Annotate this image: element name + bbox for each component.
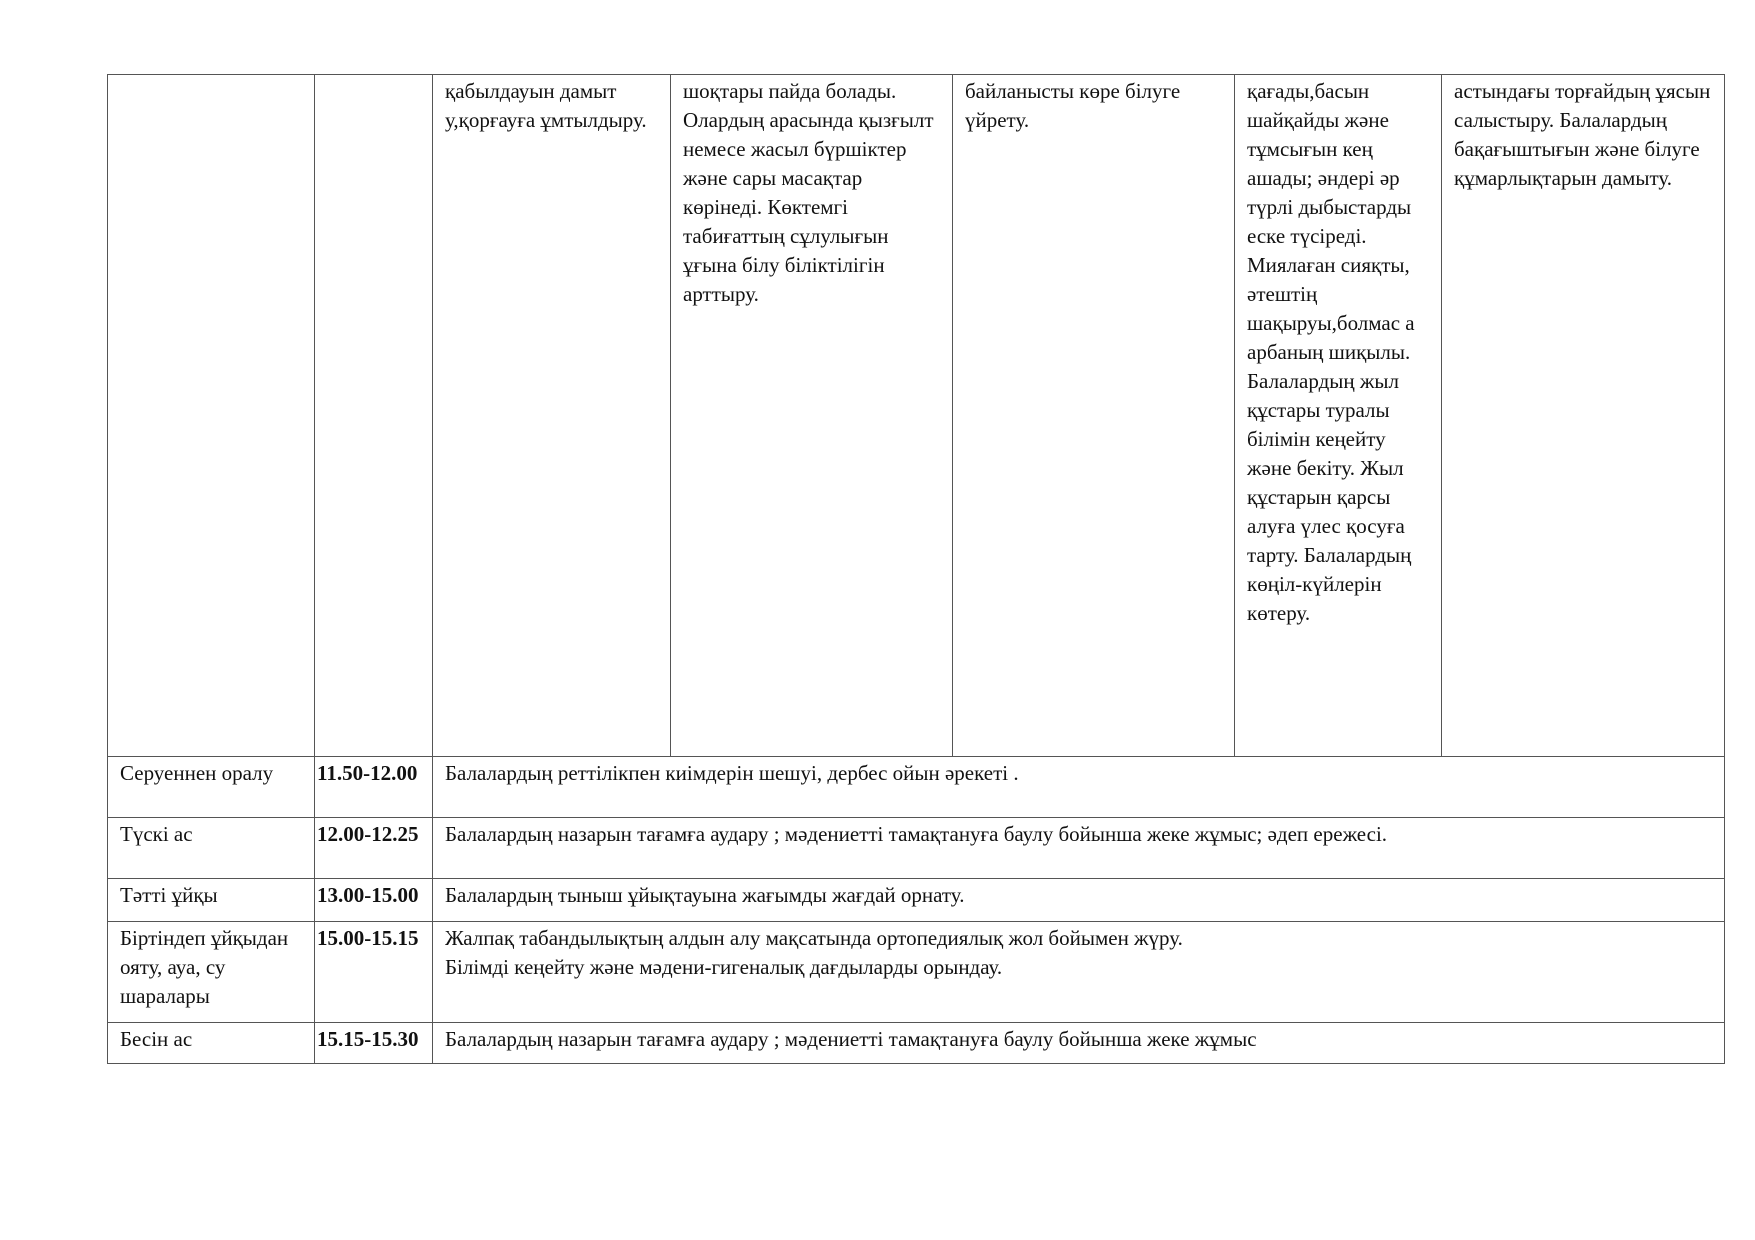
- description-line: Балалардың назарын тағамға аудару ; мәдениетті тамақтануға баулу бойынша жеке жұмыс; әдеп ережесі.: [445, 822, 1388, 846]
- activity-cell: Тәтті ұйқы: [108, 879, 315, 922]
- table-row: [108, 922, 1725, 1023]
- activity-cell: Серуеннен оралу: [108, 757, 315, 818]
- description-cell: [433, 879, 1725, 922]
- description-line: Балалардың реттілікпен киімдерін шешуі, дербес ойын әрекеті .: [445, 761, 1019, 785]
- time-cell: 11.50-12.00: [315, 757, 433, 818]
- description-cell: [433, 818, 1725, 879]
- table-row: [108, 757, 1725, 818]
- time-cell: 12.00-12.25: [315, 818, 433, 879]
- activity-cell: Түскі ас: [108, 818, 315, 879]
- table-row: [108, 818, 1725, 879]
- continuation-cell-5: астындағы торғайдың ұясын салыстыру. Балалардың бақағыштығын және білуге құмарлықтарын дамыту.: [1442, 75, 1725, 757]
- continuation-cell-activity: [108, 75, 315, 757]
- description-line: Жалпақ табандылықтың алдын алу мақсатында ортопедиялық жол бойымен жүру.: [445, 926, 1183, 950]
- description-line: Балалардың назарын тағамға аудару ; мәдениетті тамақтануға баулу бойынша жеке жұмыс: [445, 1027, 1257, 1051]
- continuation-cell-2: шоқтары пайда болады. Олардың арасында қызғылт немесе жасыл бүршіктер және сары масақтар көрінеді. Көктемгі табиғаттың сұлулығын ұғына білу біліктілігін арттыру.: [671, 75, 953, 757]
- activity-cell: Бесін ас: [108, 1023, 315, 1064]
- time-cell: 13.00-15.00: [315, 879, 433, 922]
- table-row: [108, 879, 1725, 922]
- table-row: [108, 1023, 1725, 1064]
- description-cell: [433, 1023, 1725, 1064]
- daily-schedule-table: [107, 74, 1725, 1064]
- description-cell: [433, 757, 1725, 818]
- continuation-row: [108, 75, 1725, 757]
- description-cell: [433, 922, 1725, 1023]
- continuation-cell-4: қағады,басын шайқайды және тұмсығын кең ашады; әндері әр түрлі дыбыстарды еске түсіреді. Миялаған сияқты, әтештің шақыруы,болмас а арбаның шиқылы. Балалардың жыл құстары туралы білімін кеңейту және бекіту. Жыл құстарын қарсы алуға үлес қосуға тарту. Балалардың көңіл-күйлерін көтеру.: [1235, 75, 1442, 757]
- continuation-cell-time: [315, 75, 433, 757]
- time-cell: 15.15-15.30: [315, 1023, 433, 1064]
- continuation-cell-1: қабылдауын дамыт у,қорғауға ұмтылдыру.: [433, 75, 671, 757]
- description-line: Білімді кеңейту және мәдени-гигеналық дағдыларды орындау.: [445, 955, 1003, 979]
- activity-cell: Біртіндеп ұйқыдан ояту, ауа, су шаралары: [108, 922, 315, 1023]
- description-line: Балалардың тыныш ұйықтауына жағымды жағдай орнату.: [445, 883, 965, 907]
- continuation-cell-3: байланысты көре білуге үйрету.: [953, 75, 1235, 757]
- time-cell: 15.00-15.15: [315, 922, 433, 1023]
